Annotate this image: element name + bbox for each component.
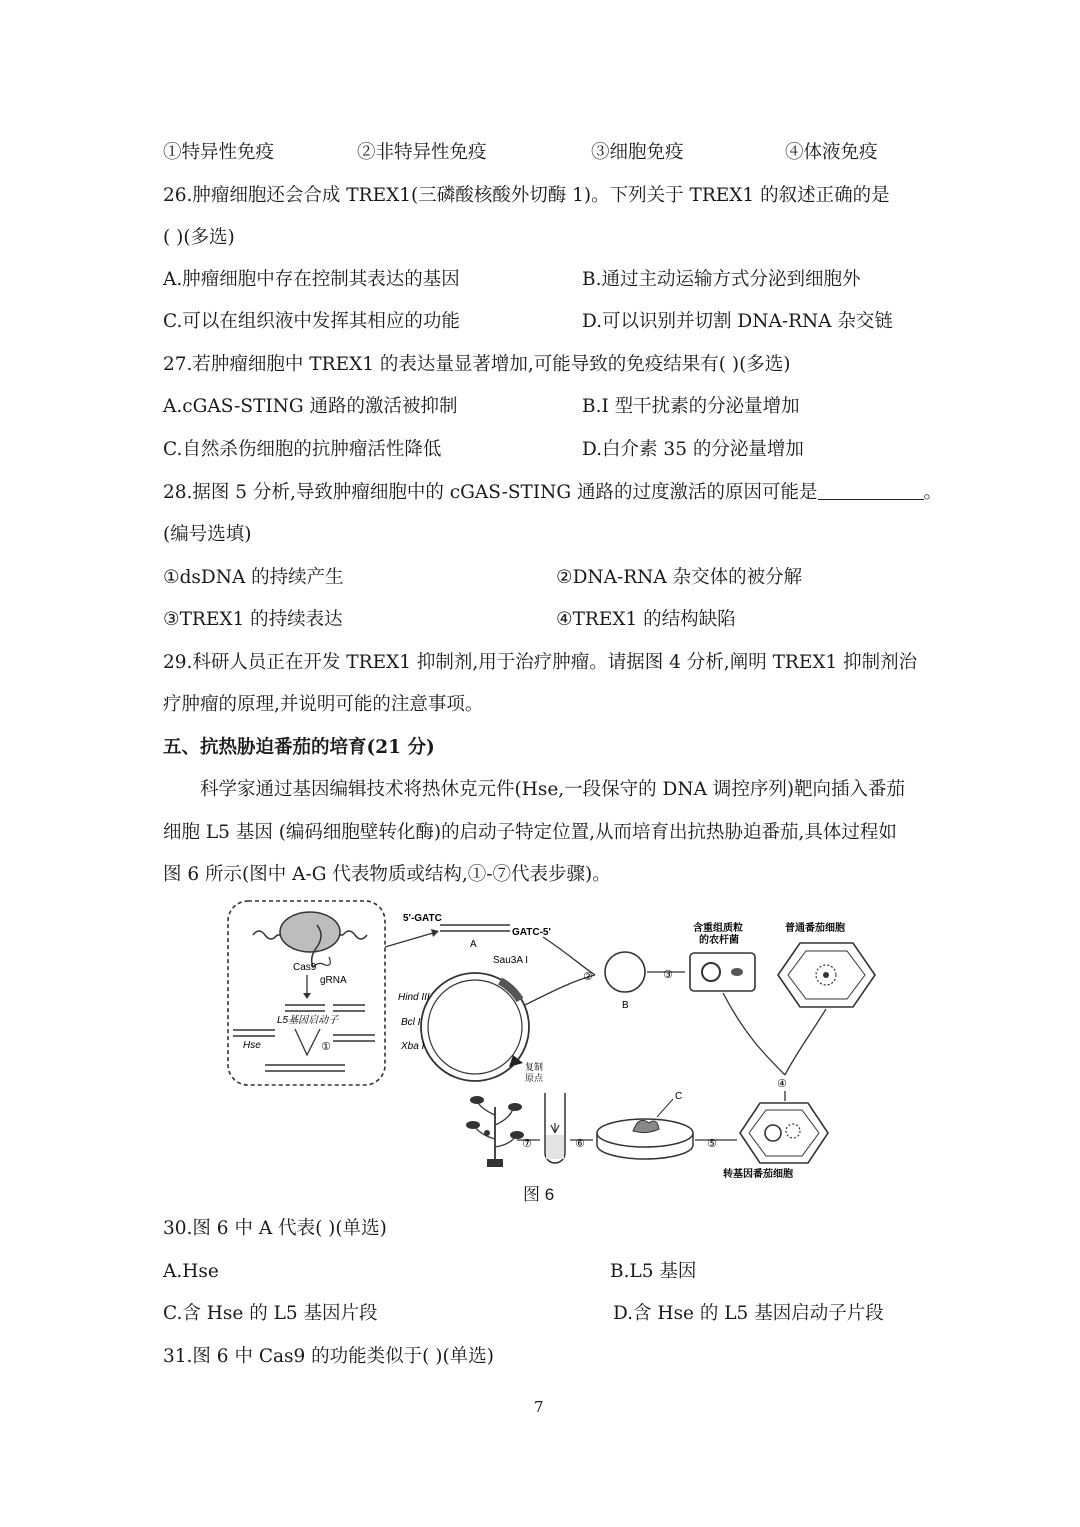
q25-option-3: ③细胞免疫 [591, 142, 684, 163]
q27-option-b: B.I 型干扰素的分泌量增加 [582, 396, 800, 417]
q28-stem-text: 28.据图 5 分析,导致肿瘤细胞中的 cGAS-STING 通路的过度激活的原因可能是 [163, 482, 818, 503]
agro-label-1: 含重组质粒 [693, 923, 743, 934]
step-1: ① [321, 1041, 331, 1053]
q28-option-2: ②DNA-RNA 杂交体的被分解 [556, 567, 803, 588]
cas9-complex [253, 912, 367, 967]
label-a: A [470, 939, 477, 950]
callus-pointer [657, 1099, 673, 1117]
q28-stem-cont: (编号选填) [163, 524, 252, 545]
q27-option-d: D.白介素 35 的分泌量增加 [582, 439, 804, 460]
arrow-a-to-b [543, 937, 595, 975]
step-3: ③ [663, 969, 673, 981]
transgenic-cell-wall [749, 1110, 819, 1156]
q29-stem: 29.科研人员正在开发 TREX1 抑制剂,用于治疗肿瘤。请据图 4 分析,阐明 TREX1 抑制剂治 [163, 652, 918, 673]
arrow-to-a [385, 933, 433, 947]
step-5: ⑤ [707, 1138, 717, 1150]
label-c: C [675, 1091, 683, 1102]
arrow-cell-down [785, 1009, 826, 1075]
q26-stem-cont: ( )(多选) [163, 227, 235, 248]
xba-label: Xba I [401, 1041, 425, 1052]
agrobacterium [690, 953, 755, 991]
q27-stem: 27.若肿瘤细胞中 TREX1 的表达量显著增加,可能导致的免疫结果有( )(多选) [163, 354, 791, 375]
hind-label: Hind III [398, 992, 430, 1003]
section-paragraph-line2: 细胞 L5 基因 (编码细胞壁转化酶)的启动子特定位置,从而培育出抗热胁迫番茄,具体过程如 [163, 822, 897, 843]
step-2: ② [583, 971, 593, 983]
q26-option-d: D.可以识别并切割 DNA-RNA 杂交链 [582, 311, 893, 332]
q30-stem: 30.图 6 中 A 代表( )(单选) [163, 1218, 387, 1239]
page-number: 7 [534, 1398, 544, 1416]
figure-caption: 图 6 [523, 1185, 555, 1204]
fragment-a [440, 925, 510, 931]
q30-option-b: B.L5 基因 [610, 1261, 697, 1282]
step-7: ⑦ [522, 1138, 532, 1150]
q28-stem [163, 481, 942, 505]
hse-label: Hse [243, 1040, 261, 1051]
petri-dish-side [597, 1133, 693, 1159]
seq-3prime: GATC-5' [512, 927, 551, 938]
q26-option-c: C.可以在组织液中发挥其相应的功能 [163, 311, 460, 332]
section-paragraph-line3: 图 6 所示(图中 A-G 代表物质或结构,①-⑦代表步骤)。 [163, 864, 611, 885]
bcl-label: Bcl I [401, 1017, 421, 1028]
q28-option-3: ③TREX1 的持续表达 [163, 609, 343, 630]
ori-label-2: 原点 [525, 1073, 544, 1083]
answer-blank[interactable] [818, 481, 924, 500]
q27-option-c: C.自然杀伤细胞的抗肿瘤活性降低 [163, 439, 442, 460]
l5-promoter-label: L5基因启动子 [277, 1015, 339, 1026]
sau3a-label: Sau3A I [493, 955, 529, 966]
arrowhead [303, 993, 311, 999]
transgenic-nucleus [786, 1124, 800, 1138]
tomato-plant [466, 1096, 524, 1167]
ori-label-1: 复制 [525, 1062, 544, 1072]
q30-option-d: D.含 Hse 的 L5 基因启动子片段 [613, 1303, 884, 1324]
section-paragraph-line1: 科学家通过基因编辑技术将热休克元件(Hse,一段保守的 DNA 调控序列)靶向插入番茄 [200, 779, 906, 800]
tomato-cell-label: 普通番茄细胞 [785, 923, 845, 934]
recombinant-plasmid [605, 952, 645, 992]
q25-option-4: ④体液免疫 [785, 142, 878, 163]
q28-stem-end: 。 [923, 482, 943, 503]
q25-option-2: ②非特异性免疫 [357, 142, 487, 163]
q28-option-4: ④TREX1 的结构缺陷 [556, 609, 736, 630]
tomato-nucleolus [823, 972, 829, 978]
agro-plasmid [702, 963, 720, 981]
figure-6-diagram [225, 895, 930, 1180]
insertion-arrow [295, 1029, 320, 1055]
agro-body [731, 968, 743, 976]
seedling [551, 1123, 559, 1133]
edited-dna [265, 1065, 345, 1071]
transgenic-cell [740, 1103, 828, 1163]
q28-option-1: ①dsDNA 的持续产生 [163, 567, 344, 588]
step-4: ④ [777, 1078, 787, 1090]
culture-medium [546, 1135, 564, 1159]
plasmid-inner [428, 980, 522, 1074]
seq-5prime: 5'-GATC [403, 913, 442, 924]
q30-option-a: A.Hse [163, 1261, 219, 1282]
callus [633, 1120, 659, 1132]
q30-option-c: C.含 Hse 的 L5 基因片段 [163, 1303, 378, 1324]
arrowhead [431, 929, 439, 937]
q29-stem-cont: 疗肿瘤的原理,并说明可能的注意事项。 [163, 694, 484, 715]
transgenic-plasmid [765, 1125, 781, 1141]
sau3a-site [500, 981, 520, 1000]
label-b: B [622, 1000, 629, 1011]
q26-option-a: A.肿瘤细胞中存在控制其表达的基因 [163, 269, 460, 290]
q25-option-1: ①特异性免疫 [163, 142, 275, 163]
q26-option-b: B.通过主动运输方式分泌到细胞外 [582, 269, 861, 290]
step-6: ⑥ [575, 1138, 585, 1150]
q26-stem: 26.肿瘤细胞还会合成 TREX1(三磷酸核酸外切酶 1)。下列关于 TREX1 的叙述正确的是 [163, 185, 890, 206]
grna-label: gRNA [320, 975, 347, 986]
arrow-agro-down [723, 993, 785, 1075]
cut-dna [285, 1005, 365, 1011]
agro-label-2: 的农杆菌 [699, 935, 739, 946]
transgenic-cell-label: 转基因番茄细胞 [723, 1169, 793, 1180]
section-title: 五、抗热胁迫番茄的培育(21 分) [163, 737, 435, 758]
cas9-label: Cas9 [293, 962, 317, 973]
q27-option-a: A.cGAS-STING 通路的激活被抑制 [163, 396, 458, 417]
q31-stem: 31.图 6 中 Cas9 的功能类似于( )(单选) [163, 1346, 494, 1367]
